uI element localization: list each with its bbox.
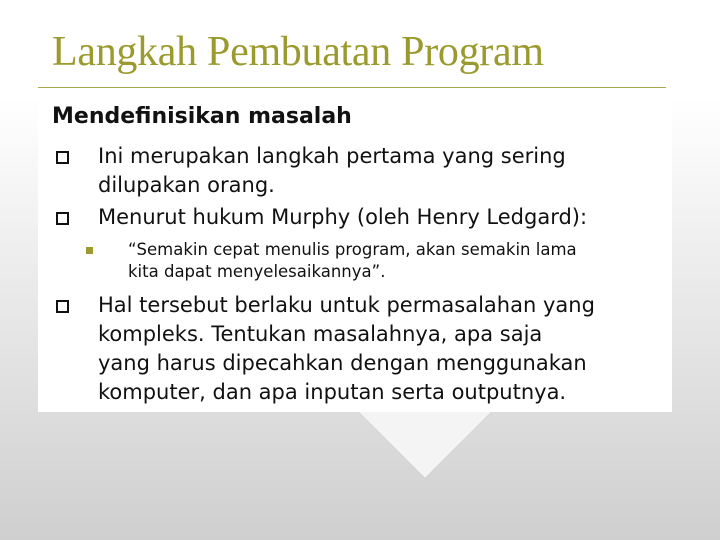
bullet-item-1 (56, 142, 656, 202)
content-panel (38, 96, 672, 412)
title-underline (38, 87, 666, 88)
sub-bullet-item (86, 239, 656, 283)
bullet-line: komputer, dan apa inputan serta outputnya. (98, 380, 567, 404)
bullet-line: “Semakin cepat menulis program, akan semakin lama (128, 240, 577, 259)
section-heading: Mendefinisikan masalah (52, 104, 352, 129)
square-bullet-icon (56, 151, 69, 164)
bullet-line: Hal tersebut berlaku untuk permasalahan yang (98, 293, 595, 317)
small-square-bullet-icon (86, 247, 93, 254)
square-bullet-icon (56, 300, 69, 313)
bullet-item-2 (56, 203, 656, 233)
bullet-item-3 (56, 291, 656, 411)
bullet-line: yang harus dipecahkan dengan menggunakan (98, 351, 587, 375)
slide-title: Langkah Pembuatan Program (52, 29, 544, 75)
bullet-line: Menurut hukum Murphy (oleh Henry Ledgard): (98, 205, 588, 229)
square-bullet-icon (56, 212, 69, 225)
bullet-line: Ini merupakan langkah pertama yang sering (98, 144, 566, 168)
bullet-line: dilupakan orang. (98, 173, 275, 197)
bullet-line: kompleks. Tentukan masalahnya, apa saja (98, 322, 543, 346)
bullet-line: kita dapat menyelesaikannya”. (128, 262, 386, 281)
